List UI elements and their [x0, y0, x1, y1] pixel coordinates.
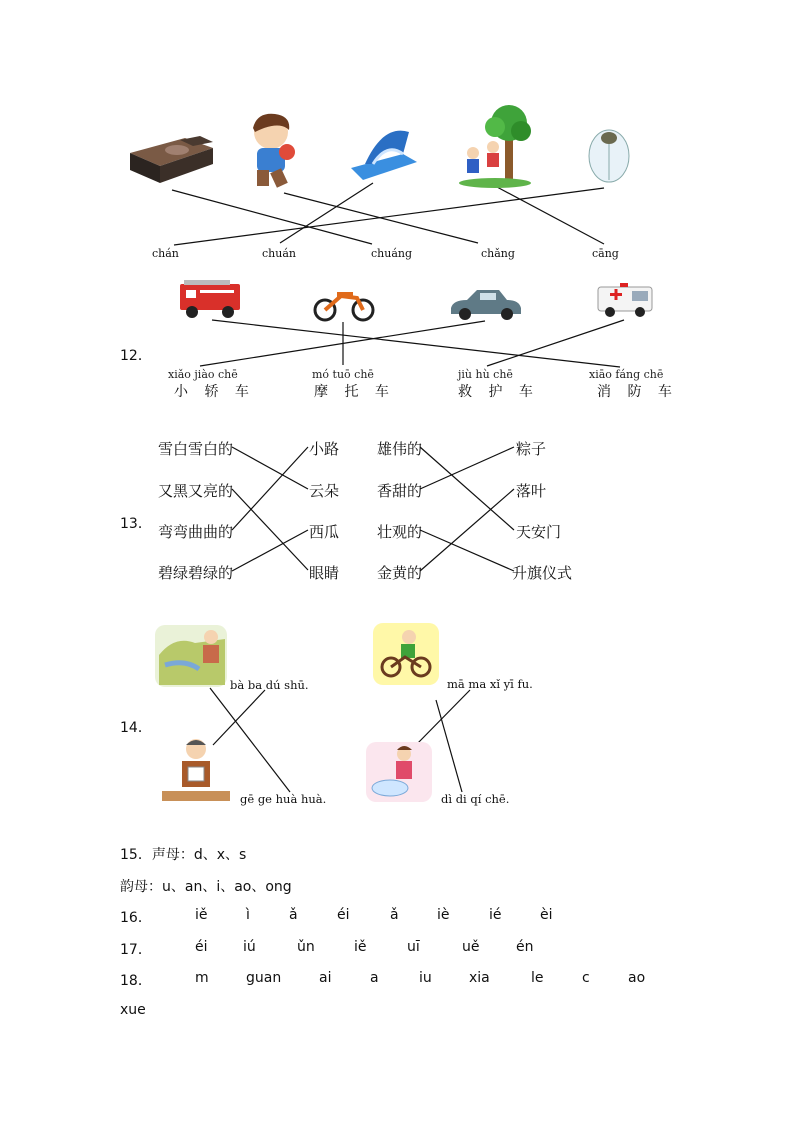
- question-number-16: 16．: [120, 910, 152, 926]
- answer-18-item-9: ao: [628, 970, 646, 986]
- answer-17-item-7: én: [516, 939, 534, 955]
- answer-18-item-5: iu: [419, 970, 432, 986]
- word-right-b-2: 落叶: [516, 482, 547, 500]
- fire-truck-picture: [178, 278, 244, 320]
- answer-16-item-3: ǎ: [289, 907, 298, 923]
- answer-17-item-5: uī: [407, 939, 420, 955]
- phrase-left-b-2: 香甜的: [377, 482, 423, 500]
- question-number-18: 18．: [120, 973, 152, 989]
- word-right-a-1: 小路: [309, 440, 340, 458]
- phrase-left-a-1: 雪白雪白的: [158, 440, 234, 458]
- cicada-picture: [585, 124, 633, 186]
- man-reading-book-picture: [160, 735, 232, 803]
- boat-picture: [343, 124, 423, 184]
- answer-18-item-3: ai: [319, 970, 332, 986]
- word-right-b-1: 粽子: [516, 440, 547, 458]
- answer-15-finals: 韵母：u、an、i、ao、ong: [120, 879, 292, 895]
- question-number-17: 17．: [120, 942, 152, 958]
- answer-16-item-8: èi: [540, 907, 553, 923]
- question-number-14: 14．: [120, 720, 152, 736]
- phrase-left-a-3: 弯弯曲曲的: [158, 523, 234, 541]
- caption-didi-qiche: dì di qí chē.: [441, 792, 510, 806]
- kids-tree-picture: [455, 105, 535, 189]
- answer-16-item-6: iè: [437, 907, 450, 923]
- phrase-left-b-4: 金黄的: [377, 564, 423, 582]
- word-right-a-4: 眼睛: [309, 564, 340, 582]
- answer-18-item-7: le: [531, 970, 544, 986]
- phrase-left-a-2: 又黑又亮的: [158, 482, 234, 500]
- caption-mama-xiyifu: mā ma xǐ yī fu.: [447, 677, 533, 691]
- syllable-chuan: chuán: [262, 247, 296, 260]
- mom-washing-clothes-picture: [366, 742, 432, 802]
- answer-16-item-7: ié: [489, 907, 502, 923]
- dad-reading-outdoor-picture: [155, 625, 227, 687]
- hanzi-xiaofangche: 消 防 车: [597, 384, 678, 400]
- car-picture: [447, 286, 523, 322]
- caption-gege-huahua: gē ge huà huà.: [240, 792, 327, 806]
- answer-17-item-6: uě: [462, 939, 480, 955]
- bed-picture: [125, 128, 215, 188]
- pinyin-jiuhuche: jiù hù chē: [458, 368, 513, 381]
- syllable-chang: chǎng: [481, 247, 515, 260]
- answer-17-item-2: iú: [243, 939, 256, 955]
- syllable-cang: cāng: [592, 247, 619, 260]
- ambulance-picture: [594, 281, 656, 321]
- answer-17-item-4: iě: [354, 939, 367, 955]
- word-right-b-4: 升旗仪式: [512, 564, 573, 582]
- answer-17-item-3: ǔn: [297, 939, 315, 955]
- answer-16-item-2: ì: [246, 907, 250, 923]
- boy-eating-picture: [243, 110, 308, 192]
- syllable-chan: chán: [152, 247, 179, 260]
- answer-18-item-6: xia: [469, 970, 490, 986]
- hanzi-motuoche: 摩 托 车: [314, 384, 395, 400]
- question-number-12: 12．: [120, 348, 152, 364]
- pinyin-xiaojiaoche: xiǎo jiào chē: [168, 368, 238, 381]
- hanzi-jiuhuche: 救 护 车: [458, 384, 539, 400]
- caption-baba-dushu: bà ba dú shū.: [230, 678, 309, 692]
- answer-16-item-5: ǎ: [390, 907, 399, 923]
- phrase-left-b-3: 壮观的: [377, 523, 423, 541]
- answer-16-item-1: iě: [195, 907, 208, 923]
- syllable-chuang: chuáng: [371, 247, 413, 260]
- word-right-a-3: 西瓜: [309, 523, 340, 541]
- hanzi-xiaojiaoche: 小 轿 车: [174, 384, 255, 400]
- kid-riding-bike-picture: [373, 623, 439, 685]
- pinyin-motuoche: mó tuō chē: [312, 368, 374, 381]
- phrase-left-a-4: 碧绿碧绿的: [158, 564, 234, 582]
- pinyin-xiaofangche: xiāo fáng chē: [589, 368, 664, 381]
- answer-18-item-2: guan: [246, 970, 282, 986]
- phrase-left-b-1: 雄伟的: [377, 440, 423, 458]
- answer-16-item-4: éi: [337, 907, 350, 923]
- word-right-b-3: 天安门: [516, 523, 562, 541]
- motorcycle-picture: [313, 282, 375, 322]
- word-right-a-2: 云朵: [309, 482, 340, 500]
- answer-18-item-10: xue: [120, 1002, 146, 1018]
- answer-17-item-1: éi: [195, 939, 208, 955]
- answer-18-item-8: c: [582, 970, 590, 986]
- answer-18-item-4: a: [370, 970, 379, 986]
- question-number-13: 13．: [120, 516, 152, 532]
- answer-18-item-1: m: [195, 970, 209, 986]
- answer-15-initials: 15．声母：d、x、s: [120, 847, 247, 863]
